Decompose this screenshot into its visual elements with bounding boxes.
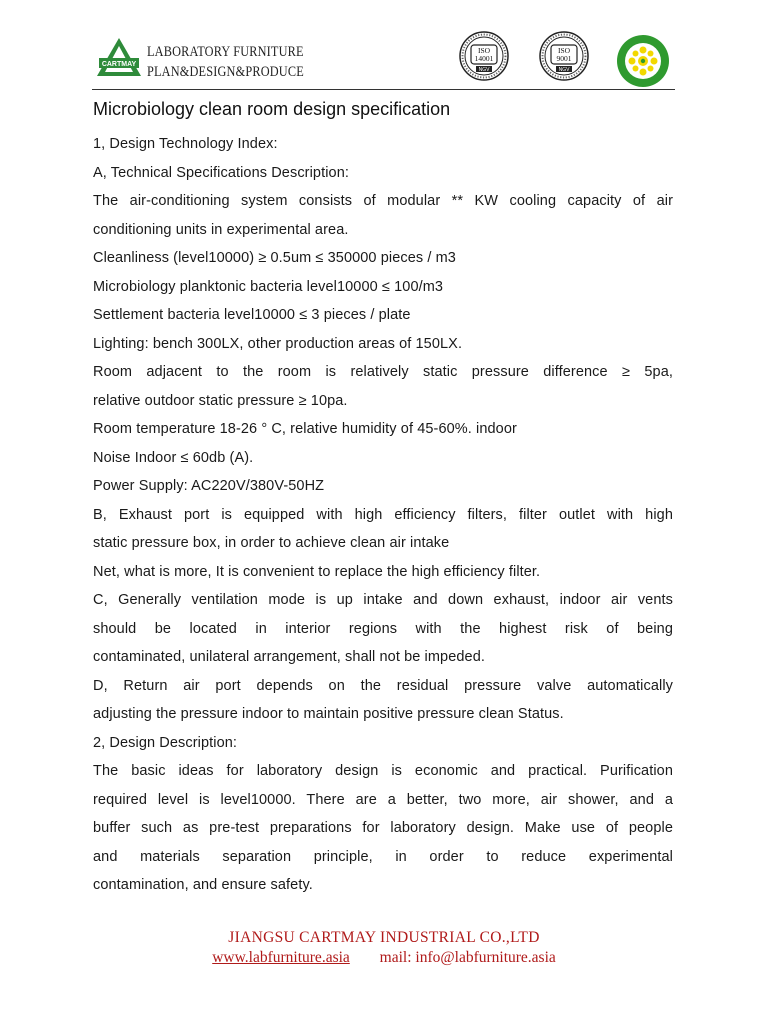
footer-mail: mail: info@labfurniture.asia bbox=[379, 949, 556, 966]
body-line: A, Technical Specifications Description: bbox=[93, 164, 349, 181]
company-tagline bbox=[147, 42, 304, 82]
iso14001-seal-icon bbox=[458, 30, 510, 86]
body-line: contaminated, unilateral arrangement, shall not be impeded. bbox=[93, 649, 485, 665]
body-line: relative outdoor static pressure ≥ 10pa. bbox=[93, 392, 348, 409]
body-line: Net, what is more, It is convenient to replace the high efficiency filter. bbox=[93, 563, 541, 580]
body-line: D, Return air port depends on the residual pressure valve automatically bbox=[93, 677, 673, 694]
company-line-2: PLAN&DESIGN&PRODUCE bbox=[147, 64, 304, 80]
body-line: Cleanliness (level10000) ≥ 0.5um ≤ 350000 pieces / m3 bbox=[93, 250, 456, 266]
body-line: adjusting the pressure indoor to maintain positive pressure clean Status. bbox=[93, 706, 564, 722]
company-line-1: LABORATORY FURNITURE bbox=[147, 44, 304, 60]
page-footer bbox=[0, 928, 768, 968]
footer-website-link[interactable]: www.labfurniture.asia bbox=[212, 949, 350, 966]
iso14001-number: 14001 bbox=[474, 54, 494, 63]
document-title: Microbiology clean room design specification bbox=[93, 99, 451, 119]
iso9001-badge: NGV bbox=[558, 67, 570, 73]
body-line: static pressure box, in order to achieve clean air intake bbox=[93, 535, 450, 551]
body-line: and materials separation principle, in order to reduce experimental bbox=[93, 848, 673, 865]
body-line: The air-conditioning system consists of modular ** KW cooling capacity of air bbox=[93, 193, 673, 209]
body-line: C, Generally ventilation mode is up intake and down exhaust, indoor air vents bbox=[93, 592, 673, 608]
body-line: Noise Indoor ≤ 60db (A). bbox=[93, 449, 254, 466]
body-line: The basic ideas for laboratory design is economic and practical. Purification bbox=[93, 763, 673, 779]
body-line: 1, Design Technology Index: bbox=[93, 136, 278, 152]
body-line: Microbiology planktonic bacteria level10000 ≤ 100/m3 bbox=[93, 278, 444, 295]
cartmay-logo-icon bbox=[95, 36, 143, 84]
body-line: B, Exhaust port is equipped with high efficiency filters, filter outlet with high bbox=[93, 506, 673, 523]
body-line: Power Supply: AC220V/380V-50HZ bbox=[93, 478, 325, 494]
iso14001-badge: NGV bbox=[478, 67, 490, 73]
body-line: should be located in interior regions with the highest risk of being bbox=[93, 620, 673, 637]
iso14001-label: ISO bbox=[477, 46, 491, 55]
iso9001-label: ISO bbox=[557, 46, 571, 55]
body-line: Room temperature 18-26 ° C, relative humidity of 45-60%. indoor bbox=[93, 421, 517, 437]
body-line: 2, Design Description: bbox=[93, 734, 238, 751]
body-line: Settlement bacteria level10000 ≤ 3 pieces / plate bbox=[93, 307, 411, 323]
green-certification-seal-icon bbox=[616, 34, 670, 88]
iso9001-number: 9001 bbox=[556, 54, 572, 63]
body-line: required level is level10000. There are a better, two more, air shower, and a bbox=[93, 791, 673, 808]
document-body bbox=[93, 130, 673, 900]
body-line: buffer such as pre-test preparations for laboratory design. Make use of people bbox=[93, 820, 673, 836]
body-line: Room adjacent to the room is relatively static pressure difference ≥ 5pa, bbox=[93, 364, 673, 380]
body-line: conditioning units in experimental area. bbox=[93, 221, 349, 238]
page-header bbox=[0, 0, 768, 92]
footer-company: JIANGSU CARTMAY INDUSTRIAL CO.,LTD bbox=[228, 929, 540, 946]
logo-text: CARTMAY bbox=[101, 61, 137, 68]
body-line: contamination, and ensure safety. bbox=[93, 877, 313, 893]
iso9001-seal-icon bbox=[538, 30, 590, 86]
header-divider bbox=[92, 89, 675, 90]
body-line: Lighting: bench 300LX, other production areas of 150LX. bbox=[93, 335, 463, 352]
